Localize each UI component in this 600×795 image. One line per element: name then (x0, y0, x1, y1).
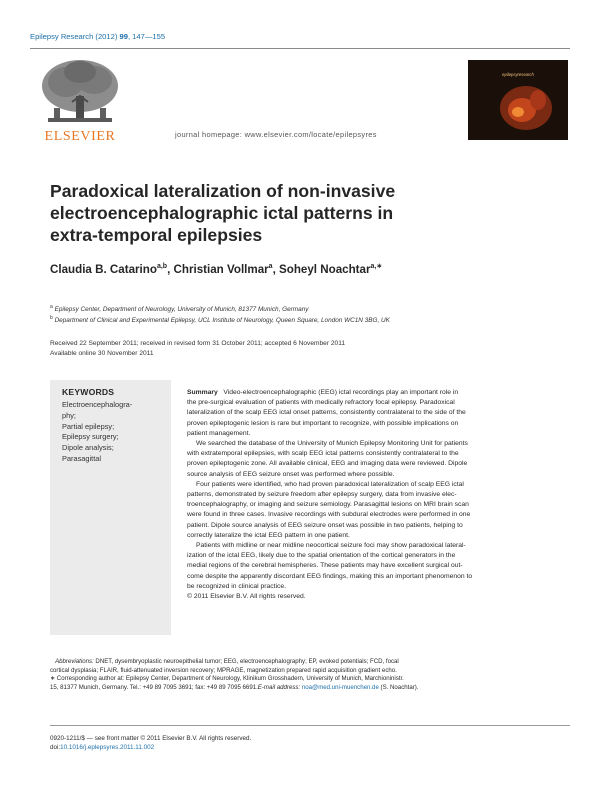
abbreviations-text: DNET, dysembryoplastic neuroepithelial tumor; EEG, electroencephalography; EP, evoked potentials; FCD, focal (93, 658, 399, 665)
journal-name: Epilepsy Research (30, 32, 94, 41)
abstract-line: were found in three cases. Invasive recordings with subdural electrodes were performed in one (187, 511, 471, 519)
author-affiliation-mark[interactable]: a (268, 263, 273, 270)
journal-year: (2012) (93, 32, 120, 41)
corresponding-author-line: ∗ Corresponding author at: Epilepsy Center, Department of Neurology, Klinikum Grosshadern, University of Munich, Marchioninistr. (50, 675, 404, 683)
affiliation-mark: a (50, 304, 53, 310)
abstract-line: medial regions of the cerebral hemispheres. These patients may have excellent surgical out- (187, 562, 463, 570)
title-line: electroencephalographic ictal patterns in (50, 203, 394, 223)
keyword-line: Dipole analysis; (62, 443, 114, 453)
abstract-line: patterns, demonstrated by seizure freedom after epilepsy surgery, data from invasive elec- (187, 491, 457, 499)
online-date: Available online 30 November 2011 (50, 350, 154, 357)
journal-pages: , 147—155 (127, 32, 166, 41)
abstract-line: the pre-surgical evaluation of patients with medically refractory focal epilepsy. Paradoxical (187, 399, 455, 407)
abbreviations-line (50, 658, 418, 667)
affiliation-text: Department of Clinical and Experimental Epilepsy, UCL Institute of Neurology, Queen Square, London WC1N 3BG, UK (54, 317, 390, 325)
email-link[interactable]: noa@med.uni-muenchen.de (301, 683, 379, 691)
author-separator: , (167, 262, 174, 276)
abstract-line: lateralization of the scalp EEG ictal onset patterns, consistently contralateral to the side of the (187, 409, 466, 417)
title-line: Paradoxical lateralization of non-invasive (50, 181, 396, 201)
abstract-line: patient management. (187, 429, 251, 437)
footer-divider (50, 725, 570, 726)
corresponding-author-contact (50, 684, 418, 693)
abstract-line: correctly lateralize the ictal EEG pattern in one patient. (187, 531, 350, 539)
abstract-line: We searched the database of the University of Munich Epilepsy Monitoring Unit for patients (196, 440, 468, 448)
doi-link[interactable]: 10.1016/j.eplepsyres.2011.11.002 (60, 744, 155, 752)
author-list (50, 262, 382, 276)
abstract-line: come despite the apparently discordant EEG findings, making this an important phenomenon to (187, 572, 473, 580)
abstract-line: patient. Dipole source analysis of EEG seizure onset was possible in two patients, helping to (187, 521, 463, 529)
abstract-line: source analysis of EEG seizure onset was performed where possible. (187, 470, 395, 478)
keyword-line: Electroencephalogra- (62, 400, 133, 409)
copyright-block (50, 734, 251, 752)
author-name[interactable]: Christian Vollmar (173, 262, 269, 276)
keywords-list (62, 400, 132, 465)
affiliation-mark: b (50, 315, 53, 321)
contact-text: 15, 81377 Munich, Germany. Tel.: +49 89 7095 3691; fax: +49 89 7095 6691. (50, 683, 258, 691)
abbreviations-label: Abbreviations: (55, 658, 94, 665)
author-name[interactable]: Soheyl Noachtar (279, 262, 371, 276)
elsevier-wordmark: ELSEVIER (44, 129, 116, 144)
abstract-line: be recognized in clinical practice. (187, 582, 287, 590)
abstract-copyright: © 2011 Elsevier B.V. All rights reserved. (187, 593, 306, 601)
keywords-box (50, 380, 171, 635)
abstract-line: with extratemporal epilepsies, with scalp EEG ictal patterns consistently contralateral to the (187, 450, 459, 458)
received-dates: Received 22 September 2011; received in revised form 31 October 2011; accepted 6 November 2011 (50, 340, 346, 347)
homepage-label: journal homepage: (175, 130, 245, 139)
keyword-line: Epilepsy surgery; (62, 432, 119, 442)
header-divider (30, 48, 570, 49)
footnotes (50, 658, 418, 692)
affiliation-a (50, 304, 308, 313)
keyword-line: phy; (62, 410, 76, 420)
email-owner: (S. Noachtar). (378, 683, 419, 691)
homepage-link[interactable]: www.elsevier.com/locate/epilepsyres (244, 130, 377, 139)
author-affiliation-mark[interactable]: a,b (156, 263, 168, 270)
abstract-line: Patients with midline or near midline neocortical seizure foci may show paradoxical lateral- (196, 542, 466, 550)
abstract-line: ization of the ictal EEG, likely due to the spatial orientation of the cortical generators in the (187, 552, 456, 560)
abstract (187, 388, 570, 602)
abstract-label: Summary (187, 389, 218, 396)
keywords-heading: KEYWORDS (62, 387, 115, 397)
journal-reference[interactable] (30, 32, 165, 41)
abstract-line: Four patients were identified, who had proven paradoxical lateralization of scalp EEG ictal (196, 480, 464, 488)
doi-line (50, 743, 251, 752)
title-line: extra-temporal epilepsies (50, 225, 263, 245)
abstract-line: proven epileptogenic zone. All available clinical, EEG and imaging data were reviewed. Dipole (187, 460, 468, 468)
author-name[interactable]: Claudia B. Catarino (50, 262, 157, 276)
keyword-line: Parasagittal (62, 453, 102, 463)
affiliation-b (50, 315, 390, 324)
author-separator: , (272, 262, 280, 276)
author-affiliation-mark[interactable]: a,∗ (370, 263, 383, 270)
email-label: E-mail address: (257, 683, 301, 691)
journal-volume: 99 (119, 32, 128, 41)
abstract-line: troencephalography, or imaging and seizure semiology. Parasagittal lesions on MRI brain scan (187, 501, 469, 509)
abstract-line (187, 388, 570, 398)
journal-homepage (175, 130, 377, 139)
doi-label: doi: (50, 744, 61, 752)
journal-cover-thumbnail (468, 60, 568, 140)
copyright-line: 0920-1211/$ — see front matter © 2011 Elsevier B.V. All rights reserved. (50, 735, 252, 742)
abstract-line: proven epileptogenic lesion is rare but important to recognize, with possible implications on (187, 419, 459, 427)
keyword-line: Partial epilepsy; (62, 421, 115, 431)
abbreviations-line: cortical dysplasia; FLAIR, fluid-attenuated inversion recovery; MPRAGE, magnetization prepared rapid acquisition gradient echo. (50, 666, 397, 674)
abstract-line-text: Video-electroencephalographic (EEG) ictal recordings play an important role in (223, 389, 459, 396)
cover-title: epilepsyresearch (502, 72, 534, 77)
affiliation-text: Epilepsy Center, Department of Neurology, University of Munich, 81377 Munich, Germany (54, 306, 309, 314)
article-title (50, 180, 550, 246)
